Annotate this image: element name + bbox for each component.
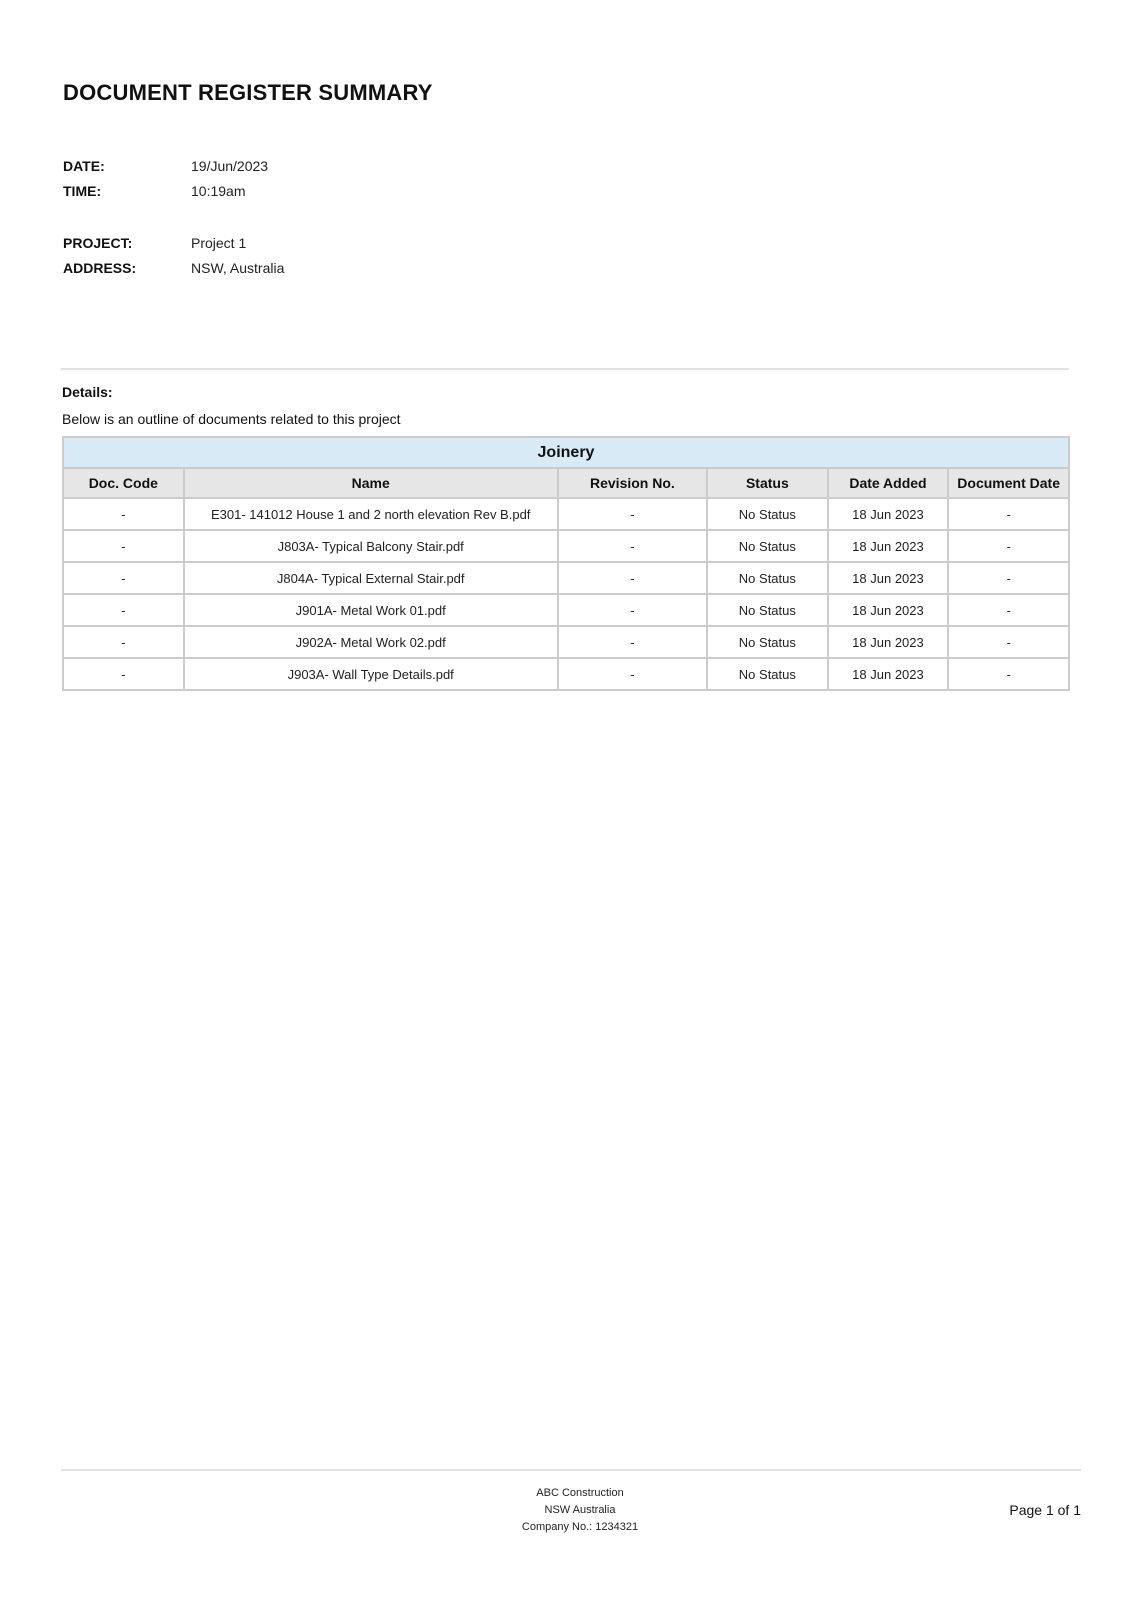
revision-cell: - [558, 594, 707, 626]
project-row [63, 230, 284, 255]
doc-code-cell: - [63, 562, 184, 594]
document-name-cell: J901A- Metal Work 01.pdf [184, 594, 558, 626]
document-name-cell: J804A- Typical External Stair.pdf [184, 562, 558, 594]
table-row [63, 530, 1069, 562]
group-header-row [63, 437, 1069, 468]
status-cell: No Status [707, 594, 828, 626]
document-date-cell: - [948, 658, 1069, 690]
column-header-name: Name [184, 468, 558, 498]
status-cell: No Status [707, 498, 828, 530]
column-header-doc-code: Doc. Code [63, 468, 184, 498]
status-cell: No Status [707, 530, 828, 562]
project-block [63, 230, 284, 280]
document-date-cell: - [948, 626, 1069, 658]
document-name-cell: J903A- Wall Type Details.pdf [184, 658, 558, 690]
status-cell: No Status [707, 626, 828, 658]
revision-cell: - [558, 530, 707, 562]
column-header-revision-no: Revision No. [558, 468, 707, 498]
table-row [63, 594, 1069, 626]
footer-company-name: ABC Construction [536, 1487, 624, 1499]
document-date-cell: - [948, 498, 1069, 530]
footer-company-info [480, 1485, 680, 1536]
footer-divider [61, 1469, 1081, 1471]
page-title: DOCUMENT REGISTER SUMMARY [63, 80, 433, 105]
revision-cell: - [558, 562, 707, 594]
footer-company-number: Company No.: 1234321 [521, 1521, 639, 1533]
table-row [63, 562, 1069, 594]
status-cell: No Status [707, 658, 828, 690]
doc-code-cell: - [63, 498, 184, 530]
time-label: TIME: [63, 182, 102, 199]
revision-cell: - [558, 658, 707, 690]
document-register-table [62, 436, 1070, 691]
revision-cell: - [558, 626, 707, 658]
date-added-cell: 18 Jun 2023 [828, 626, 949, 658]
date-added-cell: 18 Jun 2023 [828, 562, 949, 594]
doc-code-cell: - [63, 626, 184, 658]
details-description: Below is an outline of documents related to this project [62, 411, 401, 427]
details-heading: Details: [62, 384, 113, 400]
column-header-status: Status [707, 468, 828, 498]
status-cell: No Status [707, 562, 828, 594]
date-added-cell: 18 Jun 2023 [828, 658, 949, 690]
footer-company-location: NSW Australia [544, 1504, 616, 1516]
table-row [63, 498, 1069, 530]
table-row [63, 658, 1069, 690]
group-header-joinery: Joinery [63, 437, 1069, 468]
document-date-cell: - [948, 530, 1069, 562]
table-row [63, 626, 1069, 658]
date-added-cell: 18 Jun 2023 [828, 530, 949, 562]
revision-cell: - [558, 498, 707, 530]
date-added-cell: 18 Jun 2023 [828, 594, 949, 626]
date-value: 19/Jun/2023 [191, 157, 269, 174]
time-value: 10:19am [191, 182, 246, 199]
document-name-cell: E301- 141012 House 1 and 2 north elevation Rev B.pdf [184, 498, 558, 530]
document-date-cell: - [948, 594, 1069, 626]
project-value: Project 1 [191, 234, 247, 251]
doc-code-cell: - [63, 594, 184, 626]
column-header-row [63, 468, 1069, 498]
document-name-cell: J803A- Typical Balcony Stair.pdf [184, 530, 558, 562]
project-label: PROJECT: [63, 234, 133, 251]
page-number: Page 1 of 1 [1009, 1502, 1081, 1518]
date-added-cell: 18 Jun 2023 [828, 498, 949, 530]
section-divider [61, 368, 1069, 370]
date-label: DATE: [63, 157, 105, 174]
address-label: ADDRESS: [63, 259, 137, 276]
doc-code-cell: - [63, 658, 184, 690]
document-name-cell: J902A- Metal Work 02.pdf [184, 626, 558, 658]
date-row [63, 153, 268, 178]
address-value: NSW, Australia [191, 259, 285, 276]
document-date-cell: - [948, 562, 1069, 594]
address-row [63, 255, 284, 280]
column-header-date-added: Date Added [828, 468, 949, 498]
column-header-document-date: Document Date [948, 468, 1069, 498]
time-row [63, 178, 268, 203]
date-time-block [63, 153, 268, 203]
doc-code-cell: - [63, 530, 184, 562]
